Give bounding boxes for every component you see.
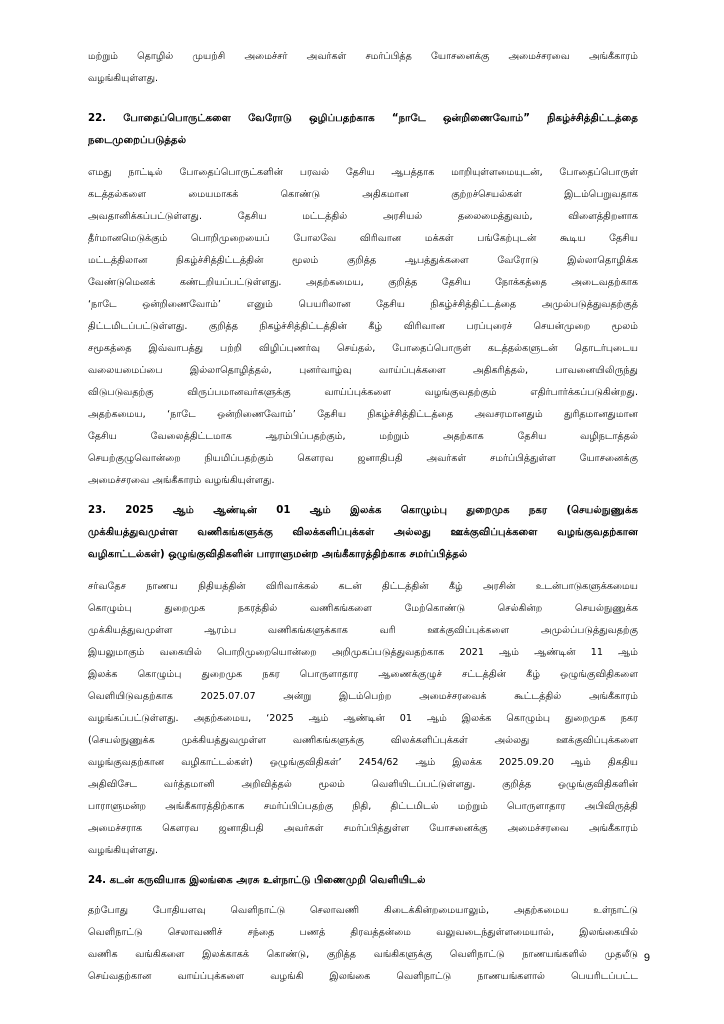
section-23-body-line: வழங்குவதற்கான வழிகாட்டல்கள்) ஒழுங்குவிதிகள்’ 2454/62 ஆம் இலக்க 2025.09.20 ஆம் திகதிய bbox=[88, 757, 638, 768]
section-22-body-line: விடுபடுவதற்கு விருப்பமானவர்களுக்கு வாய்ப்புக்களை வழங்குவதற்கும் எதிர்பார்க்கப்படுகின்றது. bbox=[88, 387, 638, 398]
section-23-heading: வழிகாட்டல்கள்) ஒழுங்குவிதிகளின் பாராளுமன்ற அங்கீகாரத்திற்காக சமர்ப்பித்தல் bbox=[88, 549, 468, 560]
section-22-body-line: அவதானிக்கப்பட்டுள்ளது. தேசிய மட்டத்தில் அரசியல் தலைமைத்துவம், விளைத்திறனாக bbox=[88, 211, 638, 222]
section-24-body-line: செய்வதற்கான வாய்ப்புக்களை வழங்கி இலங்கை வெளிநாட்டு நாணயங்களால் பெயரிடப்பட்ட bbox=[88, 971, 638, 982]
section-23-body-line: இயலுமாகும் வகையில் பொறிமுறையொன்றை அறிமுகப்படுத்துவதற்காக 2021 ஆம் ஆண்டின் 11 ஆம் bbox=[88, 647, 638, 658]
intro-line: வழங்கியுள்ளது. bbox=[88, 73, 159, 84]
section-23-body-line: வெளியிடுவதற்காக 2025.07.07 அன்று இடம்பெற்ற அமைச்சரவைக் கூட்டத்தில் அங்கீகாரம் bbox=[88, 691, 638, 702]
section-22-body-line: மட்டத்திலான நிகழ்ச்சித்திட்டத்தின் மூலம் குறித்த ஆபத்துக்களை வேரோடு இல்லாதொழிக்க bbox=[88, 255, 638, 266]
section-23-heading: 23. 2025 ஆம் ஆண்டின் 01 ஆம் இலக்க கொழும்பு துறைமுக நகர (செயல்நுணுக்க bbox=[88, 505, 638, 516]
section-23-body-line: கொழும்பு துறைமுக நகரத்தில் வணிகங்களை மேற்கொண்டு செல்கின்ற செயல்நுணுக்க bbox=[88, 603, 638, 614]
section-22-body-line: அமைச்சரவை அங்கீகாரம் வழங்கியுள்ளது. bbox=[88, 475, 275, 486]
section-23-body-line: இலக்க கொழும்பு துறைமுக நகர பொருளாதார ஆணைக்குழுச் சட்டத்தின் கீழ் ஒழுங்குவிதிகளை bbox=[88, 669, 638, 680]
section-24-body-line: வெளிநாட்டு செலாவணிச் சந்தை பணத் திரவத்தன்மை வலுவடைந்துள்ளமையால், இலங்கையில் bbox=[88, 927, 638, 938]
section-24-body-line: வணிக வங்கிகளை இலக்காகக் கொண்டு, குறித்த வங்கிகளுக்கு வெளிநாட்டு நாணயங்களில் முதலீடு bbox=[88, 949, 638, 960]
section-23-body-line: (செயல்நுணுக்க முக்கியத்துவமுள்ள வணிகங்களுக்கு விலக்களிப்புக்கள் அல்லது ஊக்குவிப்புக்களை bbox=[88, 735, 638, 746]
section-23-body-line: வழங்கப்பட்டுள்ளது. அதற்கமைய, ‘2025 ஆம் ஆண்டின் 01 ஆம் இலக்க கொழும்பு துறைமுக நகர bbox=[88, 713, 638, 724]
section-22-body-line: ‘நாடே ஒன்றிணைவோம்’ எனும் பெயரிலான தேசிய நிகழ்ச்சித்திட்டத்தை அமுல்படுத்துவதற்குத் bbox=[88, 299, 638, 310]
section-24-body-line: தற்போது போதியளவு வெளிநாட்டு செலாவணி கிடைக்கின்றமையாலும், அதற்கமைய உள்நாட்டு bbox=[88, 905, 638, 916]
section-24-heading: 24. கடன் கருவியாக இலங்கை அரசு உள்நாட்டு பிணைமுறி வெளியிடல் bbox=[88, 875, 426, 886]
section-23-body-line: பாராளுமன்ற அங்கீகாரத்திற்காக சமர்ப்பிப்பதற்கு நிதி, திட்டமிடல் மற்றும் பொருளாதார அபிவிருத்தி bbox=[88, 801, 638, 812]
section-23-body-line: வழங்கியுள்ளது. bbox=[88, 845, 159, 856]
section-23-body-line: முக்கியத்துவமுள்ள ஆரம்ப வணிகங்களுக்காக வரி ஊக்குவிப்புக்களை அமுல்ப்படுத்துவதற்கு bbox=[88, 625, 638, 636]
section-22-body-line: அதற்கமைய, ‘நாடே ஒன்றிணைவோம்’ தேசிய நிகழ்ச்சித்திட்டத்தை அவசரமானதும் துரிதமானதுமான bbox=[88, 409, 638, 420]
section-22-body-line: தேசிய வேலைத்திட்டமாக ஆரம்பிப்பதற்கும், மற்றும் அதற்காக தேசிய வழிநடாத்தல் bbox=[88, 431, 638, 442]
section-22-heading: நடைமுறைப்படுத்தல் bbox=[88, 135, 187, 146]
section-23-body-line: சர்வதேச நாணய நிதியத்தின் விரிவாக்கல் கடன் திட்டத்தின் கீழ் அரசின் உடன்பாடுகளுக்கமைய bbox=[88, 581, 638, 592]
section-22-body-line: எமது நாட்டில் போதைப்பொருட்களின் பரவல் தேசிய ஆபத்தாக மாறியுள்ளமையுடன், போதைப்பொருள் bbox=[88, 167, 638, 178]
section-22-body-line: செயற்குழுவொன்றை நியமிப்பதற்கும் கௌரவ ஜனாதிபதி அவர்கள் சமர்ப்பித்துள்ள யோசனைக்கு bbox=[88, 453, 638, 464]
page-number: 9 bbox=[643, 952, 650, 964]
section-22-body-line: வேண்டுமெனக் கண்டறியப்பட்டுள்ளது. அதற்கமைய, குறித்த தேசிய நோக்கத்தை அடைவதற்காக bbox=[88, 277, 638, 288]
section-23-body-line: அமைச்சராக கௌரவ ஜனாதிபதி அவர்கள் சமர்ப்பித்துள்ள யோசனைக்கு அமைச்சரவை அங்கீகாரம் bbox=[88, 823, 638, 834]
section-22-body-line: கடத்தல்களை மையமாகக் கொண்டு அதிகமான குற்றச்செயல்கள் இடம்பெறுவதாக bbox=[88, 189, 638, 200]
section-23-body-line: அதிவிசேட வர்த்தமானி அறிவித்தல் மூலம் வெளியிடப்பட்டுள்ளது. குறித்த ஒழுங்குவிதிகளின் bbox=[88, 779, 638, 790]
section-22-body-line: திட்டமிடப்பட்டுள்ளது. குறித்த நிகழ்ச்சித்திட்டத்தின் கீழ் விரிவான பரப்புரைச் செயன்முறை மூலம் bbox=[88, 321, 638, 332]
section-22-body-line: தீர்மானமெடுக்கும் பொறிமுறையைப் போலவே விரிவான மக்கள் பங்கேற்புடன் கூடிய தேசிய bbox=[88, 233, 638, 244]
section-22-body-line: சமூகத்தை இவ்வாபத்து பற்றி விழிப்புணர்வு செய்தல், போதைப்பொருள் கடத்தல்களுடன் தொடர்புடைய bbox=[88, 343, 638, 354]
section-22-body-line: வலையமைப்பை இல்லாதொழித்தல், புனர்வாழ்வு வாய்ப்புக்களை அதிகரித்தல், பாவனையிலிருந்து bbox=[88, 365, 638, 376]
section-23-heading: முக்கியத்துவமுள்ள வணிகங்களுக்கு விலக்களிப்புக்கள் அல்லது ஊக்குவிப்புக்களை வழங்குவதற்கான bbox=[88, 527, 638, 538]
intro-line: மற்றும் தொழில் முயற்சி அமைச்சர் அவர்கள் சமர்ப்பித்த யோசனைக்கு அமைச்சரவை அங்கீகாரம் bbox=[88, 51, 638, 62]
section-22-heading: 22. போதைப்பொருட்களை வேரோடு ஒழிப்பதற்காக “நாடே ஒன்றிணைவோம்” நிகழ்ச்சித்திட்டத்தை bbox=[88, 113, 638, 124]
